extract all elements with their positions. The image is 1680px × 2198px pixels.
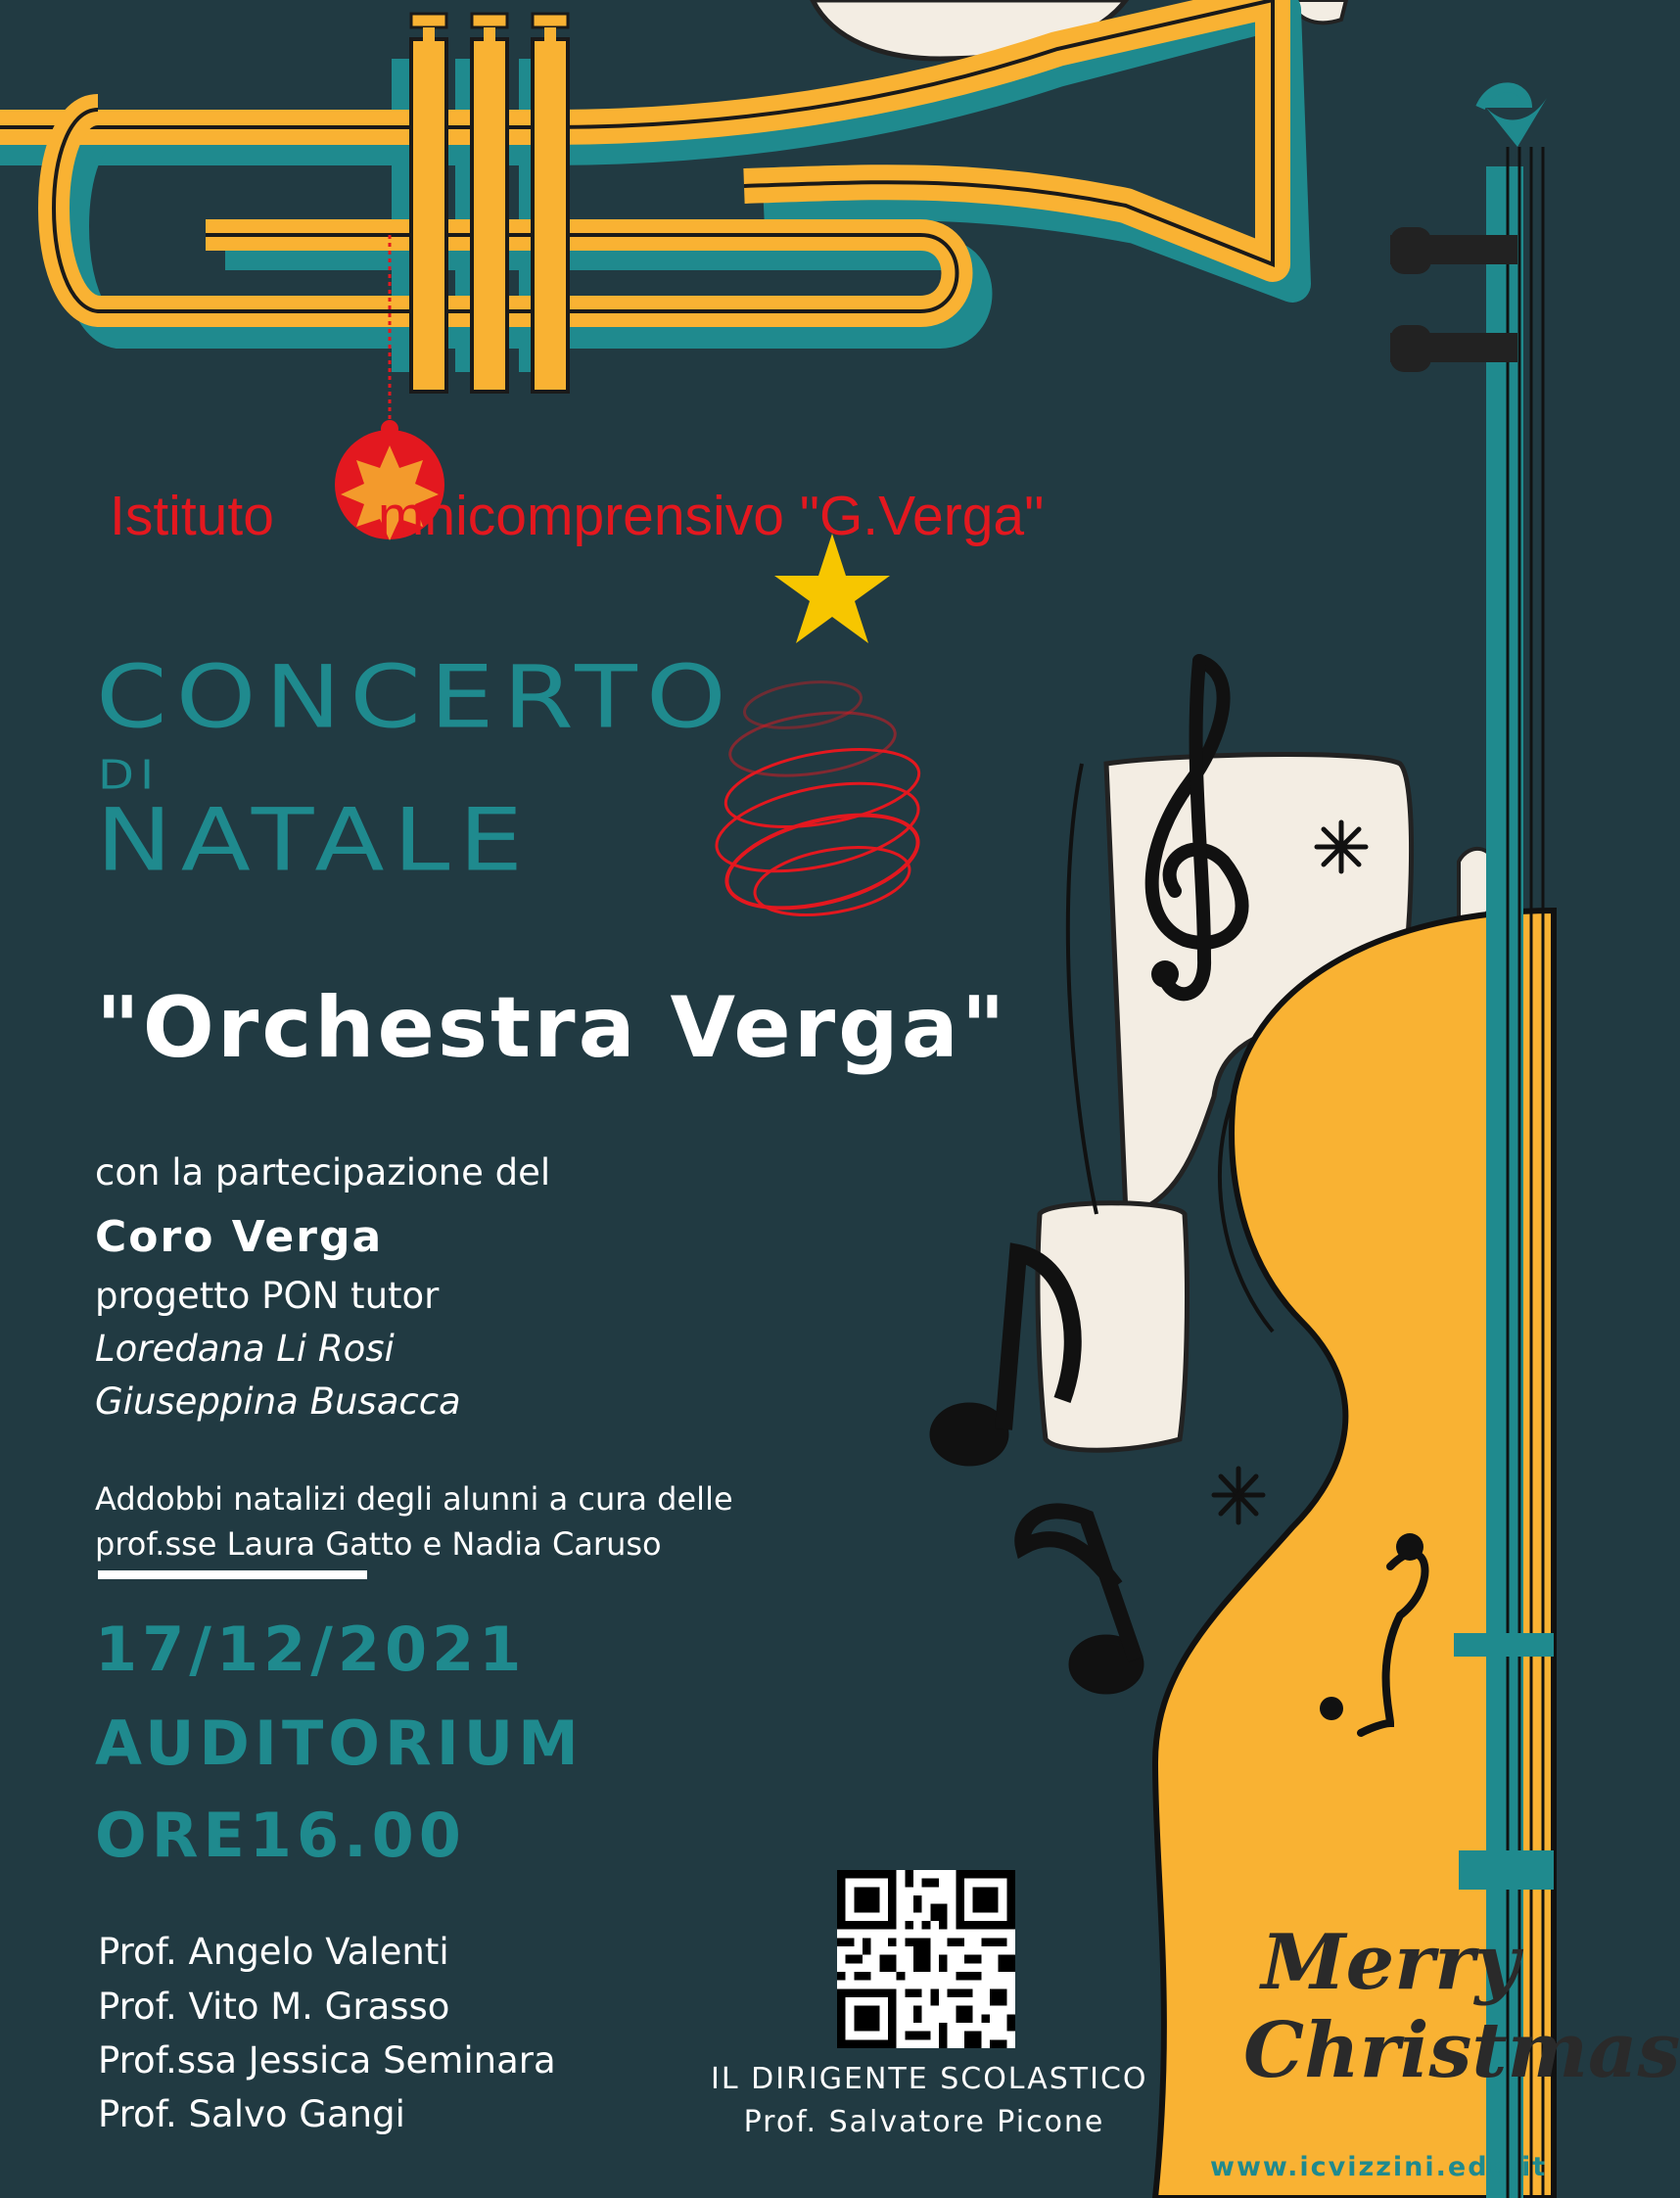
tutor-name-1: Loredana Li Rosi	[95, 1328, 395, 1370]
decorations-line-1: Addobbi natalizi degli alunni a cura delle	[95, 1480, 733, 1518]
choir-name: Coro Verga	[95, 1212, 384, 1262]
tutor-name-2: Giuseppina Busacca	[95, 1380, 461, 1423]
event-time: ORE16.00	[95, 1800, 466, 1871]
divider	[98, 1570, 367, 1579]
website-link[interactable]: www.icvizzini.edu.it	[1210, 2152, 1548, 2182]
trumpet-illustration	[0, 0, 1292, 392]
decorations-credit	[95, 1476, 733, 1567]
scribble-tree	[709, 676, 927, 926]
merry-christmas-logo	[1243, 1918, 1680, 2095]
decorations-line-2: prof.sse Laura Gatto e Nadia Caruso	[95, 1525, 662, 1563]
event-venue: AUDITORIUM	[95, 1707, 583, 1779]
violin-illustration	[1155, 87, 1680, 2198]
ornament-letter-o	[282, 468, 376, 562]
school-name-part1: Istituto	[110, 485, 274, 547]
participation-text: con la partecipazione del	[95, 1151, 551, 1193]
christmas-text: Christmas	[1243, 2006, 1680, 2095]
title-concerto: CONCERTO	[96, 646, 735, 748]
teacher-3: Prof.ssa Jessica Seminara	[98, 2039, 556, 2081]
orchestra-name: "Orchestra Verga"	[96, 979, 1008, 1077]
qr-code[interactable]	[837, 1870, 1015, 2048]
school-name-part2: mnicomprensivo "G.Verga"	[377, 485, 1045, 547]
principal-name: Prof. Salvatore Picone	[743, 2105, 1105, 2139]
project-text: progetto PON tutor	[95, 1275, 440, 1317]
principal-title: IL DIRIGENTE SCOLASTICO	[711, 2062, 1148, 2096]
cream-block-lower	[1038, 1203, 1187, 1451]
merry-text: Merry	[1261, 1918, 1519, 2007]
title-natale: NATALE	[96, 789, 533, 891]
cream-block-outline	[1068, 764, 1097, 1214]
teacher-1: Prof. Angelo Valenti	[98, 1931, 449, 1973]
title-di: DI	[98, 752, 161, 799]
event-date: 17/12/2021	[95, 1613, 527, 1685]
teacher-4: Prof. Salvo Gangi	[98, 2093, 405, 2135]
school-name	[110, 468, 1044, 562]
teacher-2: Prof. Vito M. Grasso	[98, 1986, 450, 2028]
